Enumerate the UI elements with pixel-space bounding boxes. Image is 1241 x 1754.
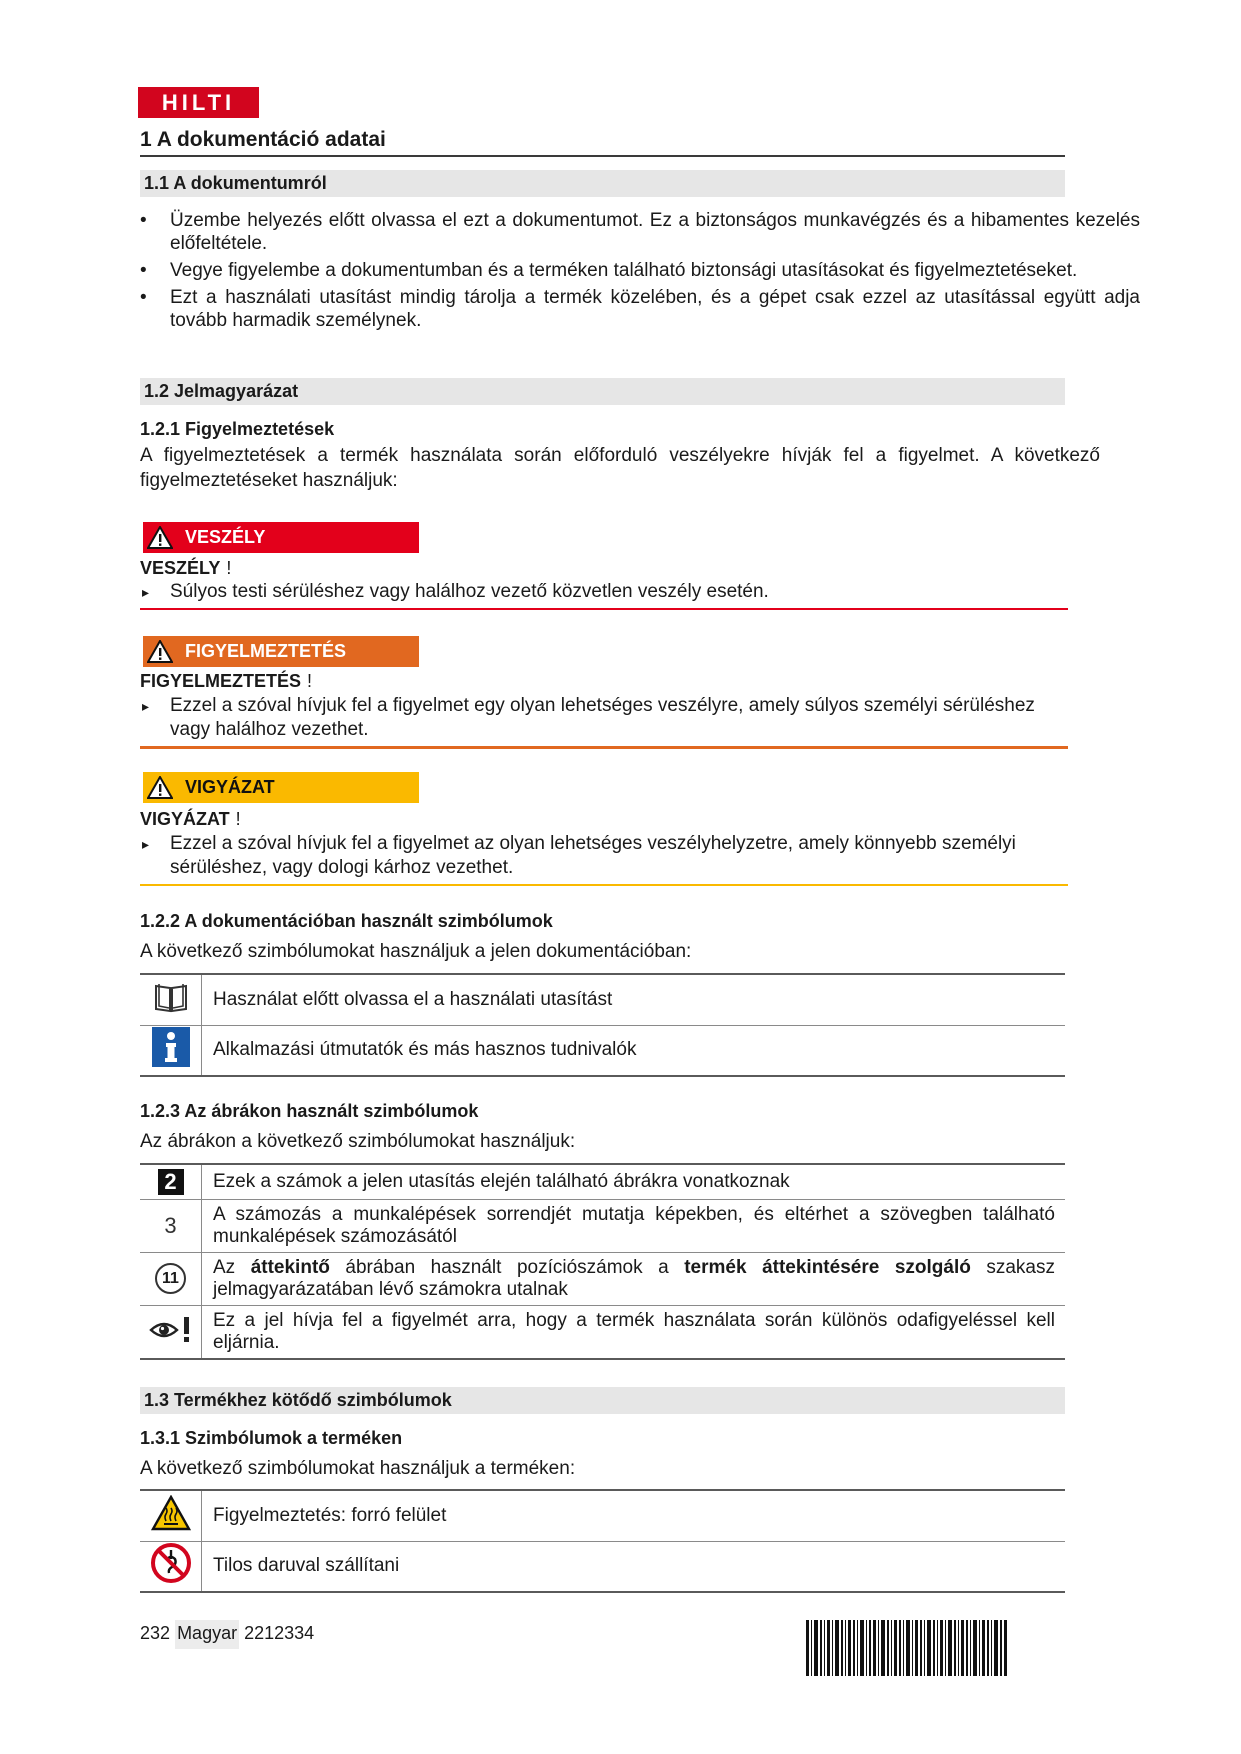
symbol-description: Ez a jel hívja fel a figyelmét arra, hogy a termék használata során különös odafigyeléssel kell eljárnia. bbox=[202, 1305, 1066, 1359]
hot-surface-warning-icon bbox=[140, 1490, 202, 1541]
page-footer bbox=[140, 1620, 314, 1646]
list-item: • Vegye figyelembe a dokumentumban és a terméken található biztonsági utasításokat és figyelmeztetéseket. bbox=[140, 259, 1140, 282]
doc-symbols-table bbox=[140, 973, 1065, 1077]
figure-number-icon: 2 bbox=[140, 1164, 202, 1199]
table-row bbox=[140, 1252, 1065, 1305]
warning-triangle-icon bbox=[143, 640, 177, 663]
book-icon bbox=[140, 974, 202, 1025]
section-1-3-1-title: 1.3.1 Szimbólumok a terméken bbox=[140, 1428, 403, 1448]
table-row bbox=[140, 1164, 1065, 1199]
table-row bbox=[140, 974, 1065, 1025]
danger-signal-word: VESZÉLY ! bbox=[140, 558, 232, 578]
symbol-description: Használat előtt olvassa el a használati utasítást bbox=[202, 974, 1066, 1025]
symbol-description: Alkalmazási útmutatók és más hasznos tudnivalók bbox=[202, 1025, 1066, 1076]
about-document-list bbox=[140, 209, 1140, 336]
position-number-icon: 11 bbox=[140, 1252, 202, 1305]
section-1-2-title: 1.2 Jelmagyarázat bbox=[140, 378, 1065, 405]
symbol-description: Ezek a számok a jelen utasítás elején található ábrákra vonatkoznak bbox=[202, 1164, 1066, 1199]
table-row bbox=[140, 1199, 1065, 1252]
warning-triangle-icon bbox=[143, 776, 177, 799]
figure-symbols-table bbox=[140, 1163, 1065, 1360]
caution-description: ▸ Ezzel a szóval hívjuk fel a figyelmet az olyan lehetséges veszélyhelyzetre, amely könnyebb személyi sérüléshez, vagy dologi kárhoz vezethet. bbox=[140, 832, 1068, 886]
caution-label: VIGYÁZAT bbox=[185, 777, 275, 797]
symbol-description: A számozás a munkalépések sorrendjét mutatja képekben, és eltérhet a szövegben található munkalépések számozásától bbox=[202, 1199, 1066, 1252]
attention-eye-icon bbox=[140, 1305, 202, 1359]
warning-signal-word: FIGYELMEZTETÉS ! bbox=[140, 671, 313, 691]
warning-triangle-icon bbox=[143, 526, 177, 549]
warning-description: ▸ Ezzel a szóval hívjuk fel a figyelmet egy olyan lehetséges veszélyre, amely súlyos személyi sérüléshez vagy halálhoz vezethet. bbox=[140, 694, 1068, 749]
table-row bbox=[140, 1490, 1065, 1541]
table-row bbox=[140, 1541, 1065, 1592]
step-number-icon: 3 bbox=[140, 1199, 202, 1252]
barcode bbox=[806, 1620, 1063, 1676]
section-1-2-2-title: 1.2.2 A dokumentációban használt szimbólumok bbox=[140, 911, 553, 931]
chapter-title: 1 A dokumentáció adatai bbox=[140, 126, 1065, 157]
caution-signal-box bbox=[143, 772, 419, 803]
symbol-description: Figyelmeztetés: forró felület bbox=[202, 1490, 1066, 1541]
product-symbols-table bbox=[140, 1489, 1065, 1593]
table-row bbox=[140, 1025, 1065, 1076]
danger-signal-box bbox=[143, 522, 419, 553]
warning-signal-box bbox=[143, 636, 419, 667]
symbol-description: Tilos daruval szállítani bbox=[202, 1541, 1066, 1592]
list-item: • Ezt a használati utasítást mindig tárolja a termék közelében, és a gépet csak ezzel az utasítással együtt adja tovább harmadik személynek. bbox=[140, 286, 1140, 332]
hilti-logo: HILTI bbox=[138, 87, 259, 118]
section-1-2-3-title: 1.2.3 Az ábrákon használt szimbólumok bbox=[140, 1101, 479, 1121]
no-crane-transport-icon bbox=[140, 1541, 202, 1592]
product-symbols-intro: A következő szimbólumokat használjuk a terméken: bbox=[140, 1458, 576, 1479]
section-1-2-1-title: 1.2.1 Figyelmeztetések bbox=[140, 419, 335, 439]
caution-signal-word: VIGYÁZAT ! bbox=[140, 809, 241, 829]
table-row bbox=[140, 1305, 1065, 1359]
danger-label: VESZÉLY bbox=[185, 527, 266, 547]
language-label: Magyar bbox=[175, 1620, 239, 1649]
page-number: 232 bbox=[140, 1623, 171, 1643]
list-item: • Üzembe helyezés előtt olvassa el ezt a dokumentumot. Ez a biztonságos munkavégzés és a hibamentes kezelés előfeltétele. bbox=[140, 209, 1140, 255]
warnings-intro: A figyelmeztetések a termék használata során előforduló veszélyekre hívják fel a figyelmet. A következő figyelmeztetéseket használjuk: bbox=[140, 445, 1100, 491]
symbol-description: Az áttekintő ábrában használt pozíciószámok a termék áttekintésére szolgáló szakasz jelmagyarázatában lévő számokra utalnak bbox=[202, 1252, 1066, 1305]
section-1-3-title: 1.3 Termékhez kötődő szimbólumok bbox=[140, 1387, 1065, 1414]
warning-label: FIGYELMEZTETÉS bbox=[185, 641, 347, 661]
danger-description: ▸ Súlyos testi sérüléshez vagy halálhoz vezető közvetlen veszély esetén. bbox=[140, 580, 1068, 610]
info-icon bbox=[140, 1025, 202, 1076]
figure-symbols-intro: Az ábrákon a következő szimbólumokat használjuk: bbox=[140, 1131, 576, 1152]
section-1-1-title: 1.1 A dokumentumról bbox=[140, 170, 1065, 197]
document-number: 2212334 bbox=[244, 1623, 315, 1643]
doc-symbols-intro: A következő szimbólumokat használjuk a jelen dokumentációban: bbox=[140, 941, 692, 962]
